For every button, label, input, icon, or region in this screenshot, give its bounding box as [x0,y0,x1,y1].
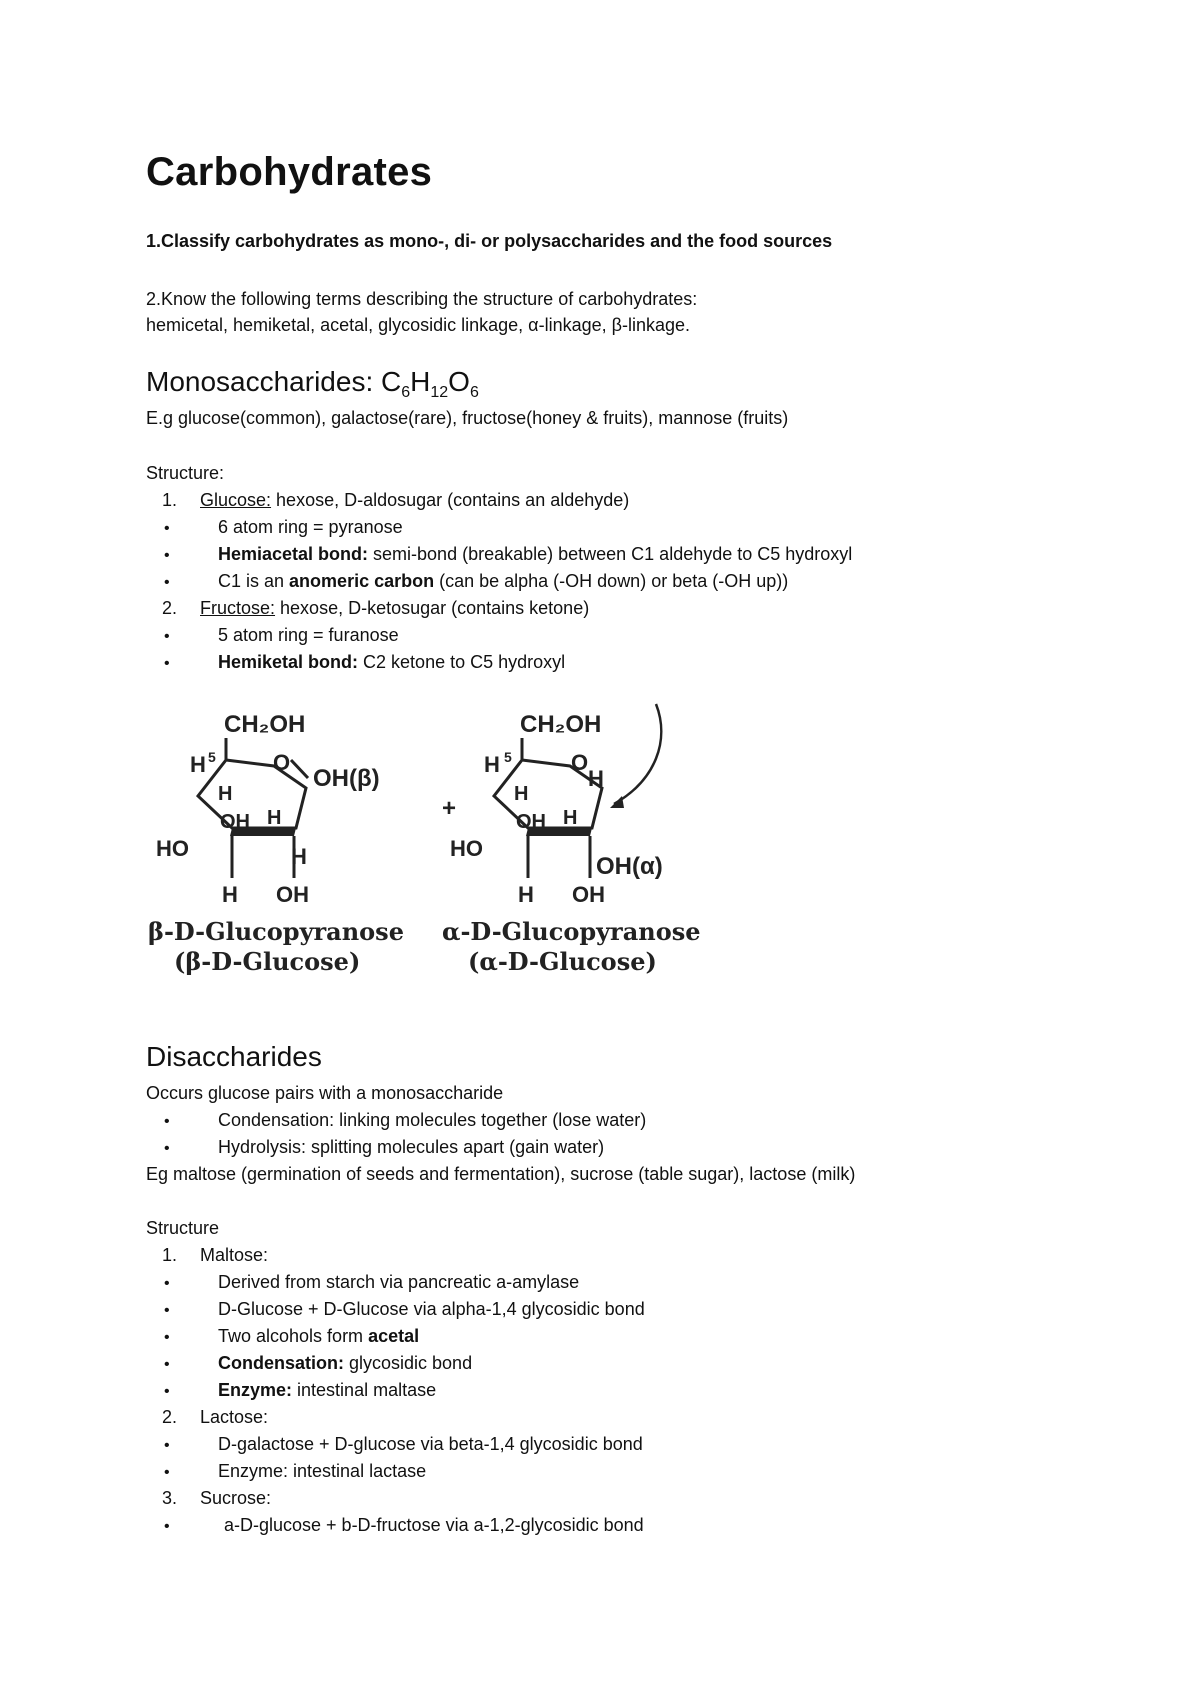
h-label: H [267,807,282,829]
list-item: • Derived from starch via pancreatic a-amylase [164,1272,580,1292]
objective-2-terms: hemicetal, hemiketal, acetal, glycosidic linkage, α-linkage, β-linkage. [146,315,691,335]
list-item: • Enzyme: intestinal lactase [164,1461,427,1481]
beta-glucose-structure [148,711,404,976]
curved-arrow-icon [614,704,661,804]
carbon-number: 5 [208,749,216,765]
alpha-glucose-structure [442,704,701,976]
monosaccharide-examples: E.g glucose(common), galactose(rare), fructose(honey & fruits), mannose (fruits) [146,408,789,428]
list-item-lactose: 2. Lactose: [162,1407,269,1427]
list-item: • Condensation: linking molecules together (lose water) [164,1110,647,1130]
disaccharides-intro: Occurs glucose pairs with a monosaccharide [146,1083,504,1103]
ch2oh-label: CH₂OH [224,711,306,738]
beta-glucose-alt-name: (β-D-Glucose) [174,947,361,976]
list-item: • D-Glucose + D-Glucose via alpha-1,4 glycosidic bond [164,1299,645,1319]
carbon-number: 5 [504,749,512,765]
list-item-fructose: 2. Fructose: hexose, D-ketosugar (contains ketone) [162,598,590,618]
list-item: • Hemiacetal bond: semi-bond (breakable) between C1 aldehyde to C5 hydroxyl [164,544,853,564]
h-label: H [222,882,238,907]
list-item: • 5 atom ring = furanose [164,625,399,645]
monosaccharides-heading: Monosaccharides: $C_6H_{12}O_6$ [146,366,479,401]
list-item: • Hemiketal bond: C2 ketone to C5 hydroxyl [164,652,566,672]
list-item: • C1 is an anomeric carbon (can be alpha (-OH down) or beta (-OH up)) [164,571,789,591]
ho-label: HO [156,836,189,861]
beta-oh-label: OH(β) [313,765,380,792]
alpha-oh-label: OH(α) [596,853,663,880]
list-item: • Hydrolysis: splitting molecules apart (gain water) [164,1137,605,1157]
h-label: H [588,766,604,791]
h-label: H [190,752,206,777]
ring-oxygen: O [571,750,589,775]
ch2oh-label: CH₂OH [520,711,602,738]
oh-label: OH [572,882,605,907]
disaccharides-heading: Disaccharides [146,1041,322,1072]
plus-sign: + [442,795,457,822]
list-item-maltose: 1. Maltose: [162,1245,269,1265]
ho-label: HO [450,836,483,861]
beta-glucopyranose-name: β-D-Glucopyranose [148,917,404,946]
alpha-glucose-alt-name: (α-D-Glucose) [468,947,657,976]
disaccharide-examples: Eg maltose (germination of seeds and fermentation), sucrose (table sugar), lactose (milk) [146,1164,856,1184]
list-item: • D-galactose + D-glucose via beta-1,4 glycosidic bond [164,1434,643,1454]
list-item: • Condensation: glycosidic bond [164,1353,473,1373]
structure-label: Structure: [146,463,225,483]
h-label: H [518,882,534,907]
list-item-glucose: 1. Glucose: hexose, D-aldosugar (contains an aldehyde) [162,490,630,510]
list-item: • a-D-glucose + b-D-fructose via a-1,2-glycosidic bond [164,1515,644,1535]
list-item: • Two alcohols form acetal [164,1326,420,1346]
objective-2: 2.Know the following terms describing the structure of carbohydrates: [146,289,698,309]
page-title: Carbohydrates [146,150,433,194]
glucopyranose-figure [146,700,746,1000]
oh-label: OH [220,811,250,833]
h-label: H [218,783,233,805]
structure-label: Structure [146,1218,220,1238]
list-item-sucrose: 3. Sucrose: [162,1488,272,1508]
oh-label: OH [516,811,546,833]
list-item: • Enzyme: intestinal maltase [164,1380,437,1400]
h-label: H [563,807,578,829]
list-item: • 6 atom ring = pyranose [164,517,403,537]
alpha-glucopyranose-name: α-D-Glucopyranose [442,917,701,946]
h-label: H [484,752,500,777]
objective-1: 1.Classify carbohydrates as mono-, di- or polysaccharides and the food sources [146,231,833,251]
h-label: H [291,844,307,869]
oh-label: OH [276,882,309,907]
h-label: H [514,783,529,805]
ring-oxygen: O [273,750,291,775]
